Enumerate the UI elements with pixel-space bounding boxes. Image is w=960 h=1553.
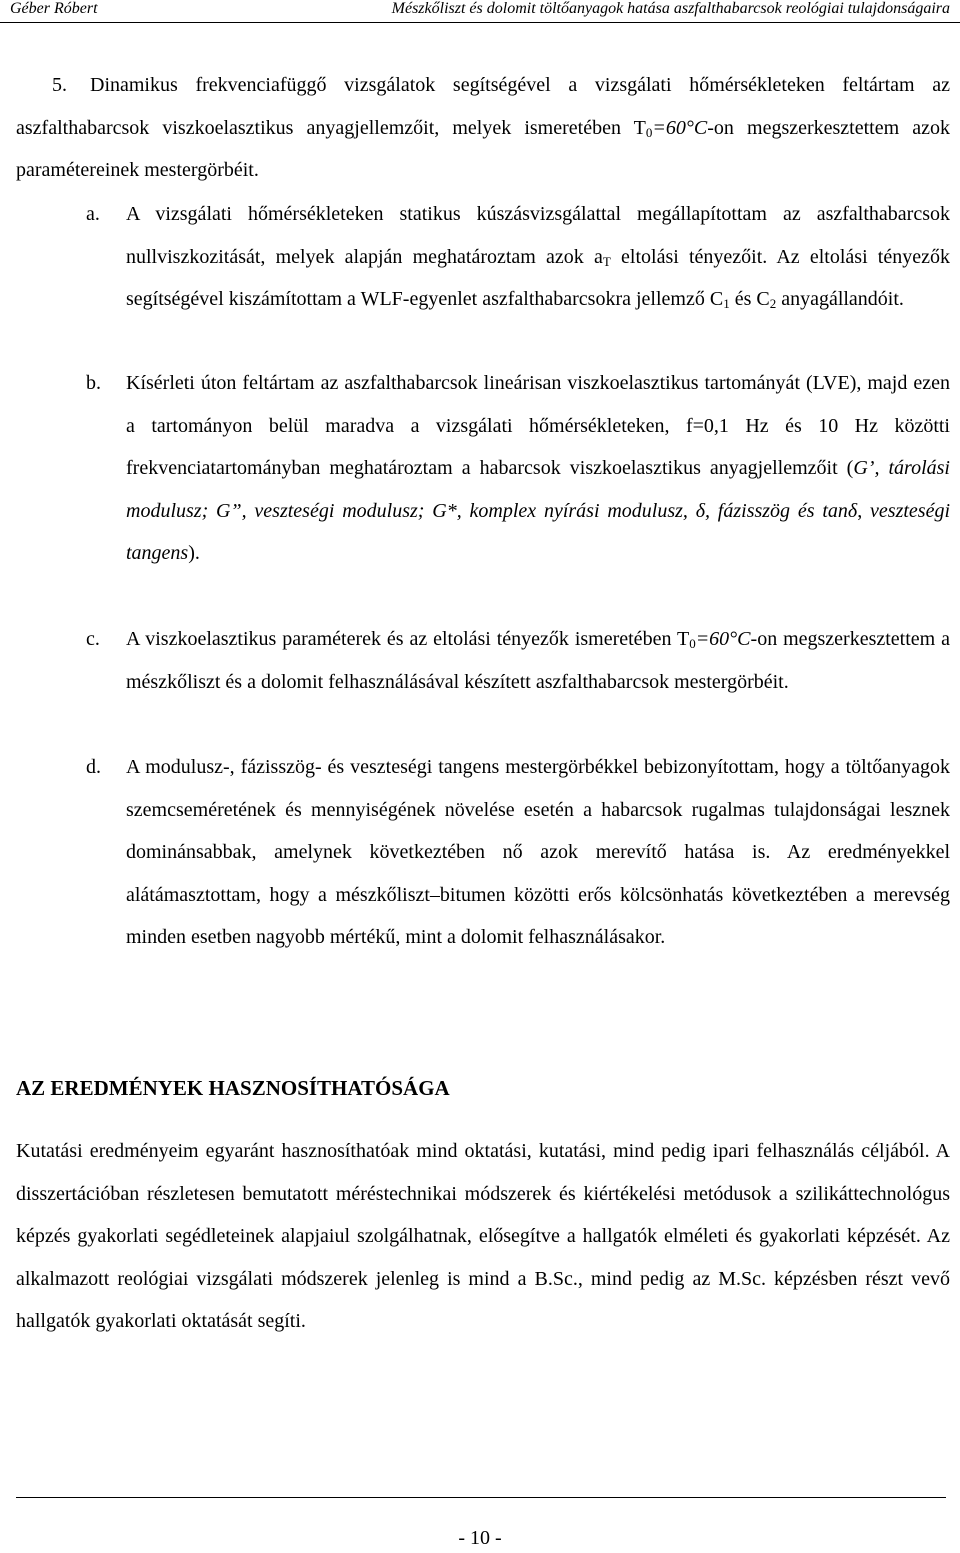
sub-item-a-text: A vizsgálati hőmérsékleteken statikus kúszásvizsgálattal megállapítottam az aszfalthabarcsok nullviszkozitását, melyek alapján meghatároztam azok $a_T$ eltolási tényezőit. Az eltolási tényezők segítségével kiszámítottam a WLF-egyenlet aszfalthabarcsokra jellemző $C_1$ és $C_2$ anyagállandóit. — [126, 203, 950, 311]
sub-item-b-text: Kísérleti úton feltártam az aszfalthabarcsok lineárisan viszkoelasztikus tartományát (LVE), majd ezen a tartományon belül maradva a vizsgálati hőmérsékleteken, f=0,1 Hz és 10 Hz közötti frekvenciatartományban meghatároztam a habarcsok viszkoelasztikus anyagjellemzőit (G’, tárolási modulusz; G”, veszteségi modulusz; G*, komplex nyírási modulusz, δ, fázisszög és tanδ, veszteségi tangens). — [126, 372, 951, 564]
page-number: - 10 - — [458, 1527, 502, 1549]
footer-divider — [16, 1497, 946, 1498]
sub-item-a — [86, 193, 950, 321]
header-author: Géber Róbert — [10, 0, 98, 17]
section-body: Kutatási eredményeim egyaránt hasznosíthatóak mind oktatási, kutatási, mind pedig ipari felhasználás céljából. A disszertációban részletesen bemutatott méréstechnikai módszerek és kiértékelési metódusok a szilikáttechnológus képzés gyakorlati segédleteinek alapjaiul szolgálhatnak, elősegítve a hallgatók elméleti és gyakorlati képzését. Az alkalmazott reológiai vizsgálati módszerek jelenleg is mind a B.Sc., mind pedig az M.Sc. képzésben részt vevő hallgatók gyakorlati oktatását segíti. — [16, 1140, 950, 1332]
sub-item-c-text: A viszkoelasztikus paraméterek és az eltolási tényezők ismeretében $T_0=60^\circ C-on$ megszerkesztettem a mészkőliszt és a dolomit felhasználásával készített aszfalthabarcsok mestergörbéit. — [126, 628, 950, 693]
section-heading: AZ EREDMÉNYEK HASZNOSÍTHATÓSÁGA — [16, 1076, 450, 1100]
item-number: 5. — [52, 74, 67, 96]
sub-item-d — [86, 746, 950, 959]
sub-item-d-text: A modulusz-, fázisszög- és veszteségi tangens mestergörbékkel bebizonyítottam, hogy a töltőanyagok szemcseméretének és mennyiségének növelése esetén a habarcsok rugalmas tulajdonságai lesznek dominánsabbak, amelynek következtében nő azok merevítő hatása is. Az eredményekkel alátámasztottam, hogy a mészkőliszt–bitumen közötti erős kölcsönhatás következtében a merevség minden esetben nagyobb mértékű, mint a dolomit felhasználásakor. — [126, 756, 950, 948]
sub-item-marker: b. — [86, 372, 101, 394]
sub-item-marker: d. — [86, 756, 101, 778]
header-title: Mészkőliszt és dolomit töltőanyagok hatása aszfalthabarcsok reológiai tulajdonságaira — [391, 0, 950, 17]
running-header — [0, 0, 960, 23]
sub-item-marker: a. — [86, 203, 100, 225]
result-item-5 — [16, 64, 950, 192]
item-5-text: Dinamikus frekvenciafüggő vizsgálatok segítségével a vizsgálati hőmérsékleteken feltártam az aszfalthabarcsok viszkoelasztikus anyagjellemzőit, melyek ismeretében $T_0=60^\circ C-on$ megszerkesztettem azok paramétereinek mestergörbéit. — [16, 74, 951, 181]
sub-item-c — [86, 618, 950, 703]
sub-item-b — [86, 362, 951, 575]
sub-item-marker: c. — [86, 628, 100, 650]
